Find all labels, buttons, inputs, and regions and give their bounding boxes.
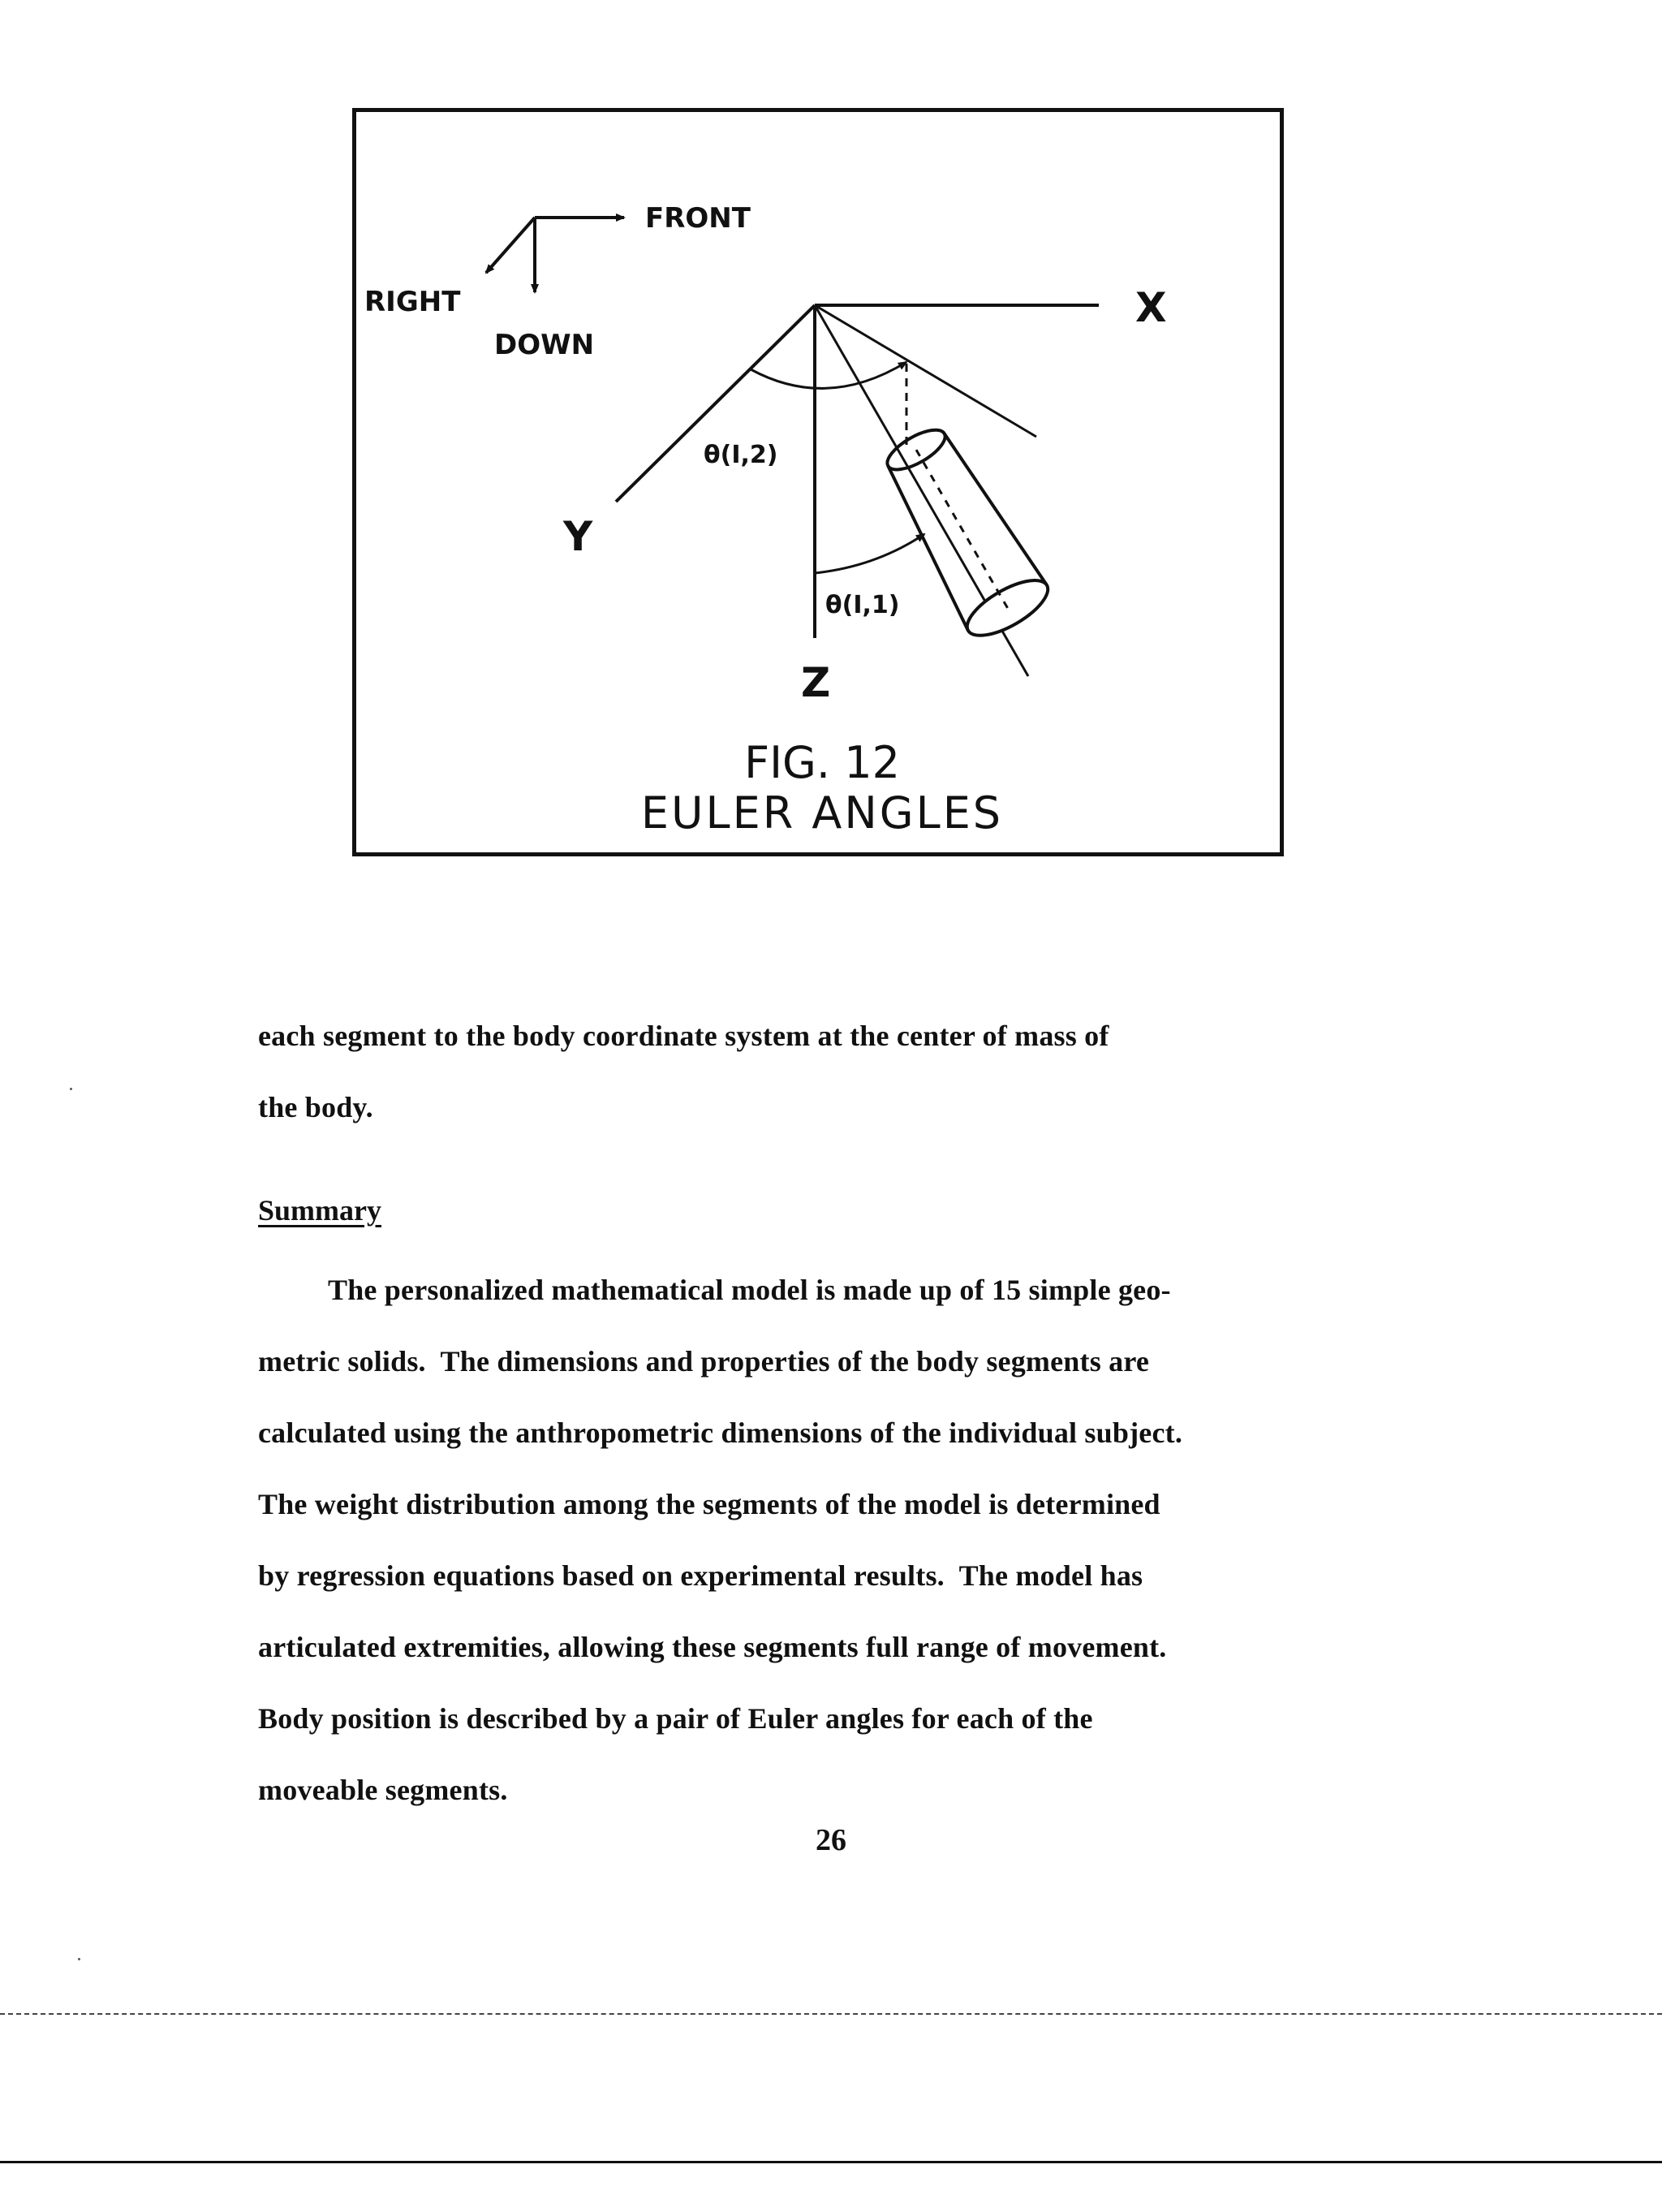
- orientation-key: [364, 202, 751, 361]
- paragraph-line: the body.: [258, 1091, 373, 1123]
- projection-line: [815, 305, 1036, 437]
- figure-number: FIG. 12: [744, 737, 900, 788]
- paragraph-line: moveable segments.: [258, 1774, 508, 1806]
- front-label: FRONT: [645, 202, 751, 235]
- paragraph-line: Body position is described by a pair of Euler angles for each of the: [258, 1702, 1093, 1735]
- page-number: 26: [816, 1823, 846, 1857]
- right-label: RIGHT: [364, 286, 461, 318]
- paragraph-line: metric solids. The dimensions and properties of the body segments are: [258, 1345, 1150, 1378]
- summary-heading: Summary: [258, 1194, 381, 1227]
- dashed-rule: [0, 2013, 1662, 2015]
- paragraph-line: articulated extremities, allowing these segments full range of movement.: [258, 1631, 1167, 1663]
- paragraph-line: by regression equations based on experimental results. The model has: [258, 1559, 1143, 1592]
- paragraph-line: calculated using the anthropometric dimensions of the individual subject.: [258, 1416, 1183, 1449]
- z-axis-label: Z: [801, 659, 831, 706]
- figure-title: EULER ANGLES: [640, 787, 1004, 839]
- coordinate-axes: [562, 284, 1167, 706]
- continuation-paragraph: [258, 1000, 1410, 1143]
- theta-i2-label: θ(I,2): [704, 441, 778, 469]
- y-axis-label: Y: [563, 513, 593, 560]
- theta-i1-label: θ(I,1): [825, 591, 900, 619]
- theta-i1-arc: [815, 534, 924, 573]
- summary-paragraph: [258, 1254, 1410, 1826]
- theta-i2-arc: [751, 362, 906, 388]
- x-axis-label: X: [1135, 284, 1167, 331]
- down-label: DOWN: [494, 329, 595, 361]
- scan-speck: [70, 1088, 72, 1090]
- figure-frame: [352, 108, 1284, 856]
- bottom-rule: [0, 2161, 1662, 2163]
- euler-angles-diagram: [356, 112, 1288, 860]
- paragraph-line: each segment to the body coordinate system at the center of mass of: [258, 1020, 1109, 1052]
- paragraph-line: The weight distribution among the segments of the model is determined: [258, 1488, 1160, 1520]
- scan-speck: [78, 1958, 80, 1960]
- paragraph-line: The personalized mathematical model is made up of 15 simple geo-: [328, 1274, 1171, 1306]
- y-axis: [616, 305, 815, 502]
